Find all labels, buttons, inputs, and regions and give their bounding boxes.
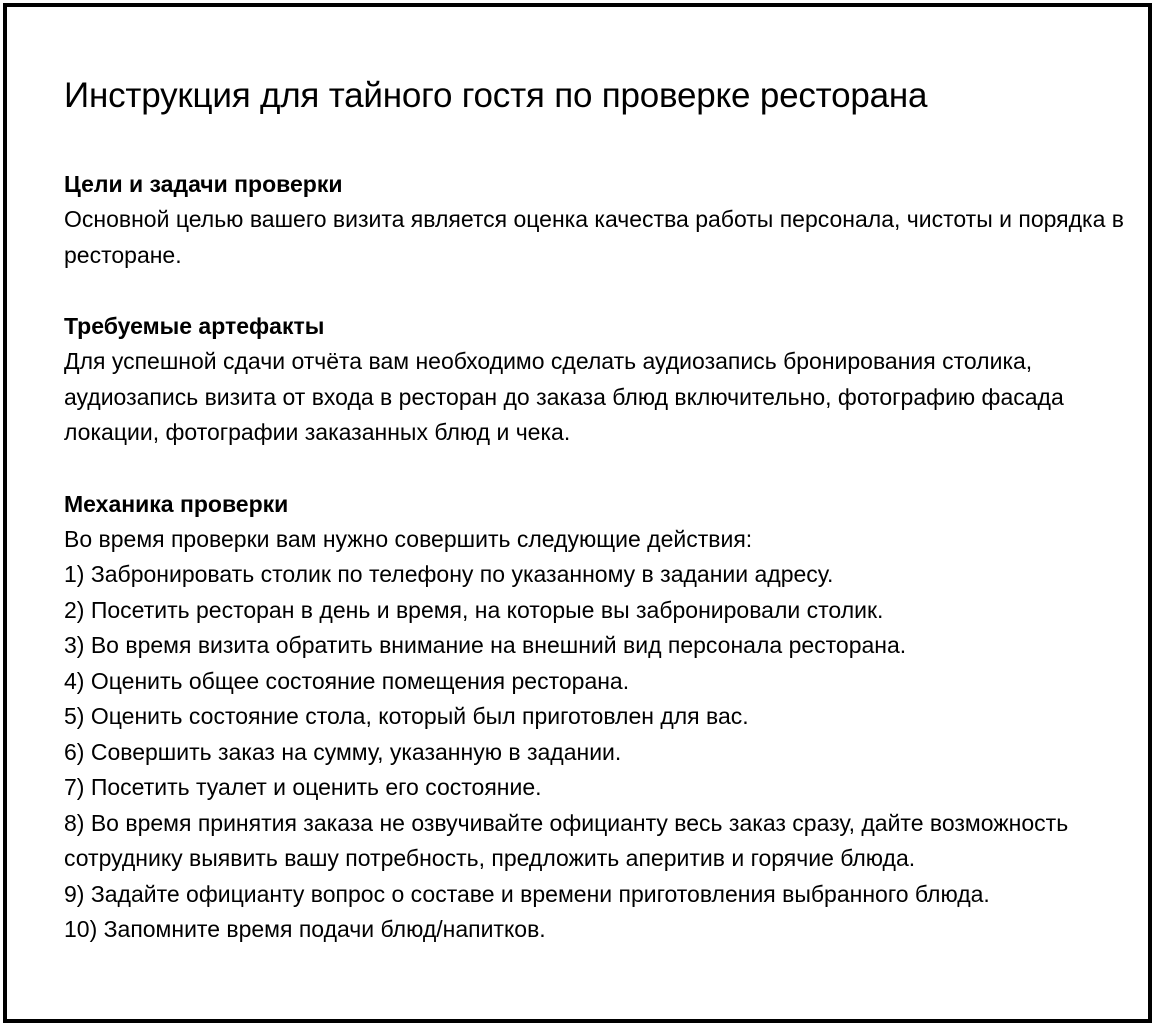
section-goals <box>64 166 1134 273</box>
section-text: Основной целью вашего визита является оценка качества работы персонала, чистоты и порядка в ресторане. <box>64 206 1124 268</box>
document-title: Инструкция для тайного гостя по проверке ресторана <box>64 76 928 115</box>
section-heading: Требуемые артефакты <box>64 313 325 339</box>
step-item: 1) Забронировать столик по телефону по указанному в задании адресу. <box>64 561 834 587</box>
section-text: Во время проверки вам нужно совершить следующие действия: <box>64 525 753 552</box>
step-item: 7) Посетить туалет и оценить его состояние. <box>64 774 542 800</box>
steps-list <box>64 557 1134 948</box>
step-item: 8) Во время принятия заказа не озвучивайте официанту весь заказ сразу, дайте возможность сотруднику выявить вашу потребность, предложить аперитив и горячие блюда. <box>64 809 1069 871</box>
step-item: 6) Совершить заказ на сумму, указанную в задании. <box>64 738 622 765</box>
section-artifacts <box>64 308 1134 451</box>
step-item: 9) Задайте официанту вопрос о составе и времени приготовления выбранного блюда. <box>64 880 990 907</box>
document-frame <box>3 3 1152 1023</box>
step-item: 2) Посетить ресторан в день и время, на которые вы забронировали столик. <box>64 596 884 623</box>
step-item: 4) Оценить общее состояние помещения ресторана. <box>64 667 630 694</box>
section-text: Для успешной сдачи отчёта вам необходимо сделать аудиозапись бронирования столика, аудиозапись визита от входа в ресторан до заказа блюд включительно, фотографию фасада локации, фотографии заказанных блюд и чека. <box>64 348 1064 445</box>
step-item: 10) Запомните время подачи блюд/напитков. <box>64 916 546 942</box>
section-heading: Цели и задачи проверки <box>64 171 343 197</box>
step-item: 3) Во время визита обратить внимание на внешний вид персонала ресторана. <box>64 632 907 658</box>
step-item: 5) Оценить состояние стола, который был приготовлен для вас. <box>64 703 749 729</box>
section-heading: Механика проверки <box>64 490 289 517</box>
section-mechanics <box>64 486 1134 948</box>
document-content <box>64 73 1134 983</box>
